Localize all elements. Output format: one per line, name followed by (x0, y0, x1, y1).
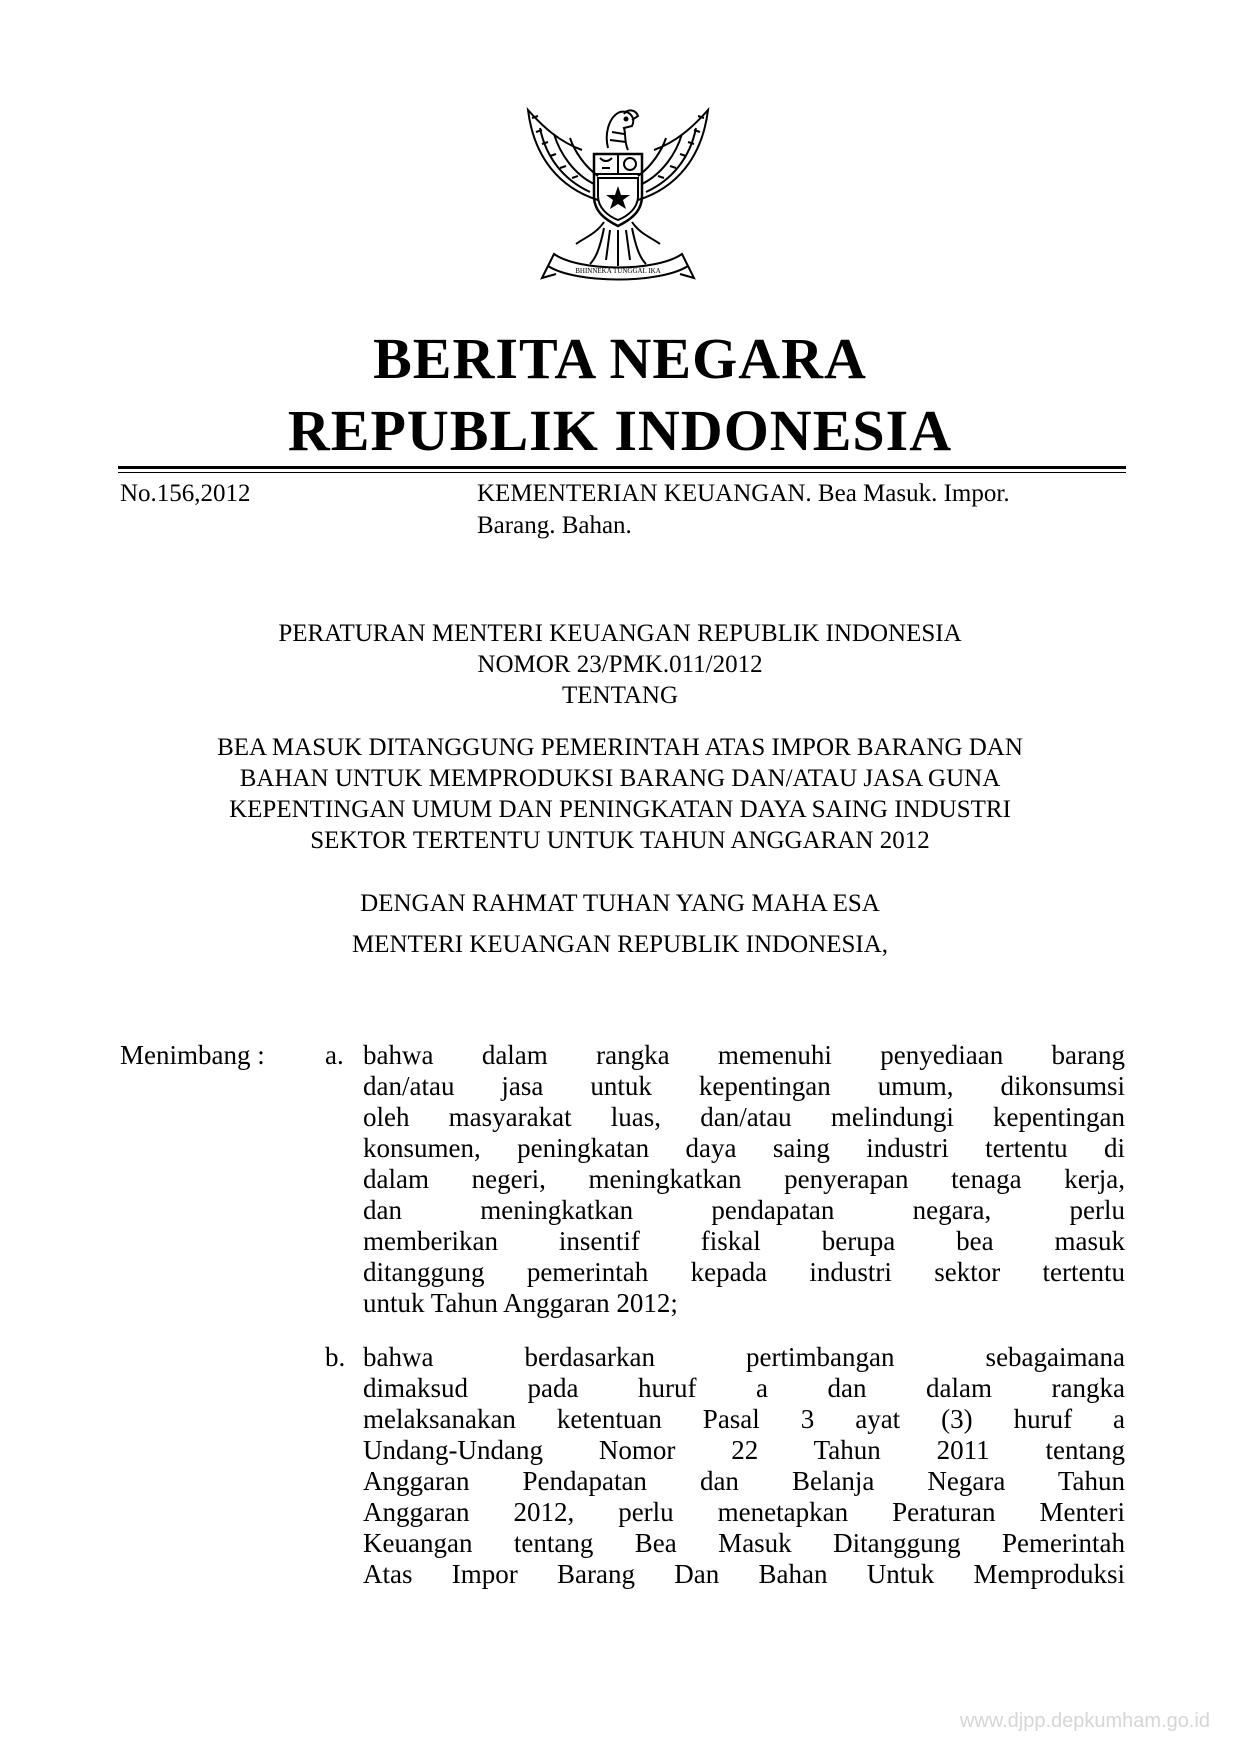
star-icon (606, 186, 630, 209)
regulation-line: PERATURAN MENTERI KEUANGAN REPUBLIK INDONESIA (278, 620, 962, 647)
text-line: Atas Impor Barang Dan Bahan Untuk Memproduksi (363, 1559, 1125, 1589)
gazette-title-line2: REPUBLIK INDONESIA (287, 398, 953, 463)
text-line: melaksanakan ketentuan Pasal 3 ayat (3) huruf a (363, 1404, 1125, 1434)
regulation-subject (140, 732, 1100, 856)
text-line: Anggaran 2012, perlu menetapkan Peraturan Menteri (363, 1497, 1125, 1527)
text-line: Undang-Undang Nomor 22 Tahun 2011 tentang (363, 1435, 1125, 1465)
text-line: dimaksud pada huruf a dan dalam rangka (363, 1373, 1125, 1403)
gazette-title-line1: BERITA NEGARA (373, 326, 867, 391)
text-line: dan/atau jasa untuk kepentingan umum, dikonsumsi (363, 1071, 1125, 1101)
header-rule (118, 466, 1126, 469)
garuda-pancasila-emblem (520, 88, 716, 298)
regulation-subject-line: BAHAN UNTUK MEMPRODUKSI BARANG DAN/ATAU JASA GUNA (239, 765, 1001, 792)
text-line: dalam negeri, meningkatkan penyerapan tenaga kerja, (363, 1164, 1125, 1194)
gazette-subject-line: Barang. Bahan. (477, 512, 632, 539)
menimbang-label: Menimbang : (120, 1040, 265, 1070)
text-line: Anggaran Pendapatan dan Belanja Negara Tahun (363, 1466, 1125, 1496)
text-line: memberikan insentif fiskal berupa bea masuk (363, 1226, 1125, 1256)
text-line: oleh masyarakat luas, dan/atau melindungi kepentingan (363, 1102, 1125, 1132)
header-rule-thin (118, 472, 1126, 473)
emblem-motto: BHINNEKA TUNGGAL IKA (575, 267, 661, 275)
text-line: dan meningkatkan pendapatan negara, perlu (363, 1195, 1125, 1225)
watermark: www.djpp.depkumham.go.id (959, 1710, 1210, 1732)
preamble (140, 888, 1100, 960)
gazette-subject-line: KEMENTERIAN KEUANGAN. Bea Masuk. Impor. (477, 480, 1010, 507)
text-line: untuk Tahun Anggaran 2012; (363, 1288, 678, 1318)
preamble-line: MENTERI KEUANGAN REPUBLIK INDONESIA, (351, 931, 889, 958)
preamble-line: DENGAN RAHMAT TUHAN YANG MAHA ESA (360, 890, 880, 917)
item-letter: a. (325, 1040, 344, 1070)
regulation-subject-line: SEKTOR TERTENTU UNTUK TAHUN ANGGARAN 2012 (310, 827, 930, 854)
gazette-subject (477, 478, 1127, 542)
gazette-number: No.156,2012 (120, 480, 251, 507)
text-line: ditanggung pemerintah kepada industri sektor tertentu (363, 1257, 1125, 1287)
consideration-item-a (363, 1040, 1125, 1319)
regulation-tentang: TENTANG (561, 682, 679, 709)
consideration-item-b (363, 1342, 1125, 1590)
regulation-subject-line: KEPENTINGAN UMUM DAN PENINGKATAN DAYA SAING INDUSTRI (229, 796, 1011, 823)
text-line: bahwa dalam rangka memenuhi penyediaan barang (363, 1040, 1125, 1070)
regulation-heading (140, 618, 1100, 711)
regulation-subject-line: BEA MASUK DITANGGUNG PEMERINTAH ATAS IMPOR BARANG DAN (217, 734, 1023, 761)
item-letter: b. (325, 1342, 346, 1372)
regulation-number: NOMOR 23/PMK.011/2012 (477, 651, 763, 678)
text-line: bahwa berdasarkan pertimbangan sebagaimana (363, 1342, 1125, 1372)
text-line: Keuangan tentang Bea Masuk Ditanggung Pemerintah (363, 1528, 1125, 1558)
text-line: konsumen, peningkatan daya saing industri tertentu di (363, 1133, 1125, 1163)
